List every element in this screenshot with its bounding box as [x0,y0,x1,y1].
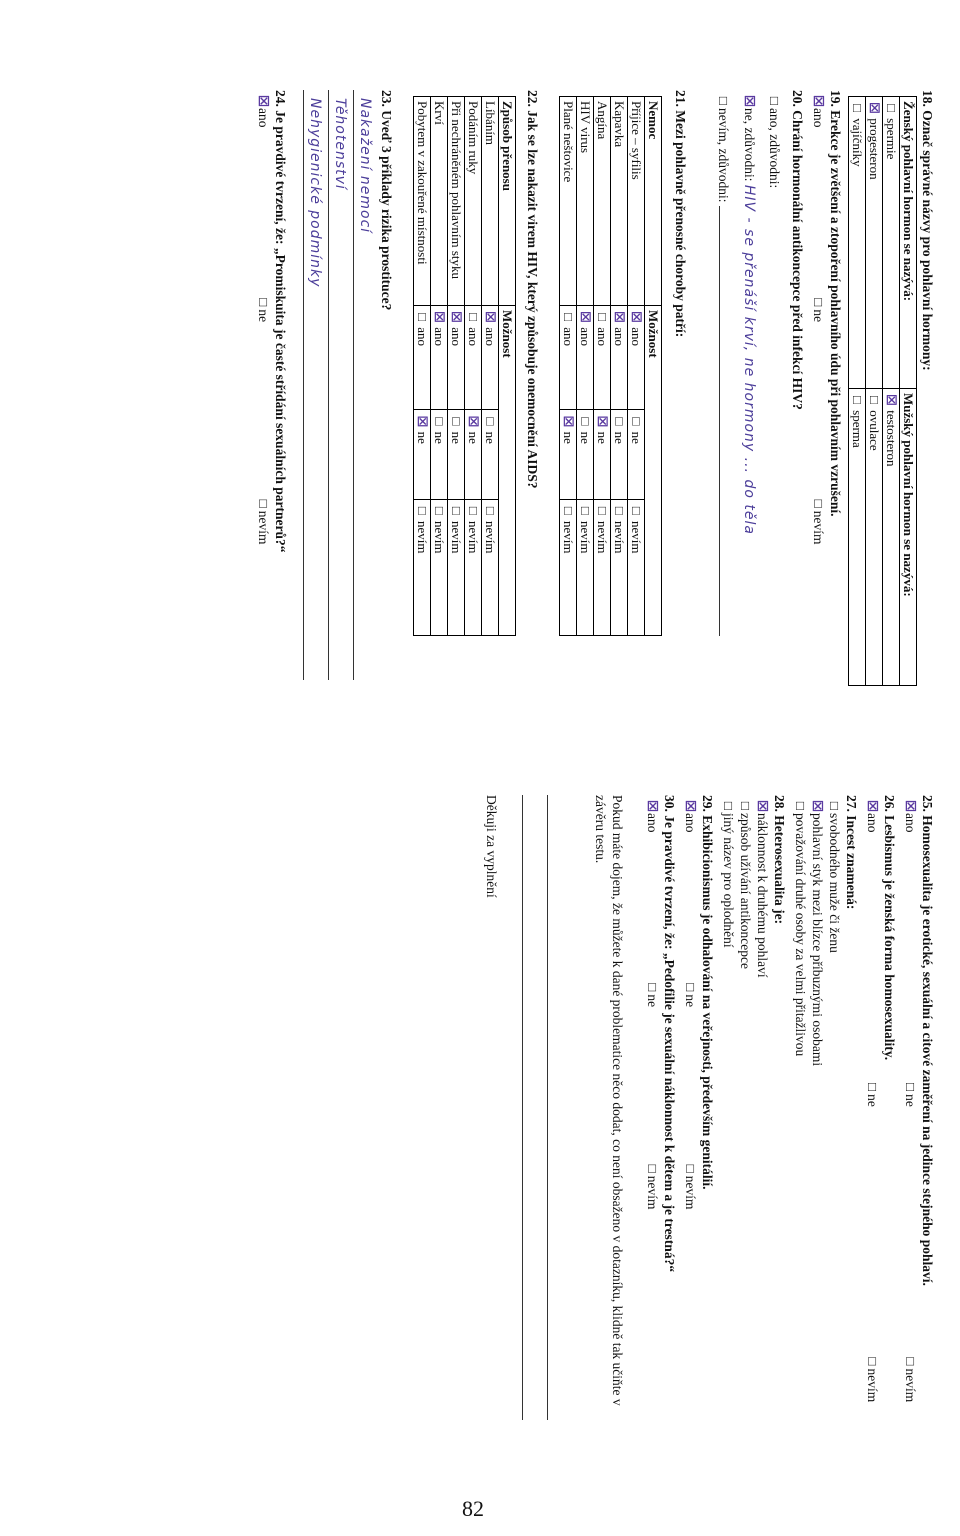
option-label: ano [483,324,498,347]
checkbox[interactable]: □ [645,1164,660,1173]
q18-header-male: Mužský pohlavní hormon se nazývá: [900,388,917,685]
option-label: ne [432,428,447,444]
option-cell [577,499,594,635]
table-row [482,97,499,636]
checkbox[interactable]: □ [561,313,576,321]
q26-title: 26. Lesbismus je ženská forma homosexuality. [882,795,897,1061]
q24-options [255,90,272,690]
checkbox[interactable]: □ [721,801,736,811]
option-label: ano [811,108,826,128]
checkbox[interactable]: □ [561,506,576,515]
table-row [628,97,645,636]
option-label: ne [683,994,698,1008]
option-cell [577,410,594,499]
q20-title: 20. Chrání hormonální antikoncepce před infekcí HIV? [790,90,805,410]
q21-table [559,96,662,636]
q23-answer-line-1[interactable] [353,90,378,680]
checkbox[interactable]: □ [865,1083,880,1092]
q29-options [682,795,699,1430]
option-label: nevím [415,517,430,554]
row-label: Příjice – syfilis [628,97,645,306]
option-label: ano [645,813,660,833]
checkbox-checked[interactable]: ☒ [432,311,447,323]
option-label: ano [466,324,481,347]
comment-line-2[interactable] [522,795,547,1420]
option-label: ne [466,428,481,444]
option-cell [482,306,499,410]
q28-option-2 [737,795,754,1430]
checkbox[interactable]: □ [466,313,481,321]
checkbox[interactable]: □ [884,104,899,112]
rotated-page [0,10,940,1450]
option-label: ne [595,428,610,444]
option-label: nevím, zdůvodni: [716,108,731,203]
table-row [594,97,611,636]
q28-option-1 [754,795,771,1430]
checkbox-checked[interactable]: ☒ [466,415,481,428]
table-row [883,97,900,686]
option-label: svobodného muže či ženu [827,813,842,953]
table-row [448,97,465,636]
checkbox-checked[interactable]: ☒ [449,311,464,323]
checkbox[interactable]: □ [612,417,627,426]
checkbox[interactable]: □ [683,1164,698,1173]
option-label: ano [578,324,593,347]
row-label: Při nechráněném pohlavním styku [448,97,465,306]
checkbox-checked[interactable]: ☒ [561,415,576,428]
option-label: náklonnost k druhému pohlaví [755,813,770,978]
checkbox[interactable]: □ [645,983,660,992]
checkbox[interactable]: □ [415,313,430,321]
checkbox[interactable]: □ [629,506,644,515]
checkbox-checked[interactable]: ☒ [483,311,498,323]
checkbox-checked[interactable]: ☒ [595,415,610,428]
option-label: nevím [645,1175,660,1210]
checkbox-checked[interactable]: ☒ [867,102,882,114]
row-label: Podáním ruky [465,97,482,306]
checkbox[interactable]: □ [850,396,865,404]
table-row [560,97,577,636]
q26-options [864,795,881,1402]
q18-table [848,96,917,686]
q22-title: 22. Jak se lze nakazit virem HIV, který způsobuje onemocnění AIDS? [525,90,540,489]
q23-title: 23. Uveď 3 příklady rizika prostituce? [379,90,394,311]
option-cell [482,410,499,499]
option-label: ano [903,813,918,833]
option-label: ne [483,428,498,444]
checkbox[interactable]: □ [578,506,593,515]
handwritten-answer: Těhotenství [332,98,348,190]
option-cell [611,499,628,635]
option-cell [448,499,465,635]
option-label: vajíčníky [850,118,865,167]
option-cell [465,410,482,499]
option-label: nevím [466,517,481,554]
option-label: ne [561,428,576,444]
option-cell [431,410,448,499]
row-label: Kapavka [611,97,628,306]
q21-header-option: Možnost [645,306,662,636]
checkbox-checked[interactable]: ☒ [683,799,698,813]
option-cell [594,306,611,410]
option-label: nevím [256,510,271,545]
q23-answer-line-3[interactable] [303,90,328,680]
checkbox[interactable]: □ [903,1357,918,1366]
row-label: HIV virus [577,97,594,306]
checkbox-checked[interactable]: ☒ [415,415,430,428]
handwritten-answer: Nehygienické podmínky [307,98,323,288]
option-label: ne [415,428,430,444]
checkbox[interactable]: □ [483,417,498,426]
checkbox[interactable]: □ [850,104,865,112]
q18-header-female: Ženský pohlavní hormon se nazývá: [900,97,917,389]
option-cell [611,410,628,499]
row-label: Líbáním [482,97,499,306]
closing-text: Pokud máte dojem, že můžete k dané problematice něco dodat, co není obsaženo v dotazníku, klidně tak učiňte v závěru testu. [593,795,625,1406]
option-label: ne [629,428,644,444]
q27-option-2 [809,795,826,1430]
table-row [577,97,594,636]
q18-title: 18. Označ správné názvy pro pohlavní hormony: [920,90,935,371]
option-label: nevím [595,517,610,554]
comment-line-1[interactable] [547,795,572,1420]
table-row [866,97,883,686]
table-row [611,97,628,636]
checkbox-checked[interactable]: ☒ [612,311,627,323]
row-label: Plané neštovice [560,97,577,306]
q22-table [413,96,516,636]
table-row [431,97,448,636]
row-label: Krví [431,97,448,306]
option-label: ano [865,813,880,833]
option-cell [465,306,482,410]
handwritten-answer: Nakažení nemocí [357,98,373,234]
option-cell [431,306,448,410]
option-label: nevím [811,510,826,545]
option-cell [414,306,431,410]
option-label: nevím [432,517,447,554]
option-label: nevím [683,1175,698,1210]
q19-options [810,90,827,690]
option-cell [594,499,611,635]
option-label: ano [256,108,271,128]
q20-answer-no [740,90,758,690]
option-label: ne [865,1094,880,1107]
page-number: 82 [462,1496,484,1521]
option-label: pohlavní styk mezi blízce příbuznými osobami [810,813,825,1067]
option-cell [560,410,577,499]
option-cell [577,306,594,410]
option-label: ovulace [867,410,882,451]
checkbox-checked[interactable]: ☒ [903,799,918,813]
checkbox[interactable]: □ [449,417,464,426]
checkbox-checked[interactable]: ☒ [578,311,593,323]
q25-options [902,795,919,1402]
option-cell [448,410,465,499]
checkbox[interactable]: □ [612,506,627,515]
option-cell [414,410,431,499]
handwritten-answer: HIV - se přenáší krví, ne hormony ... do těla [741,184,757,535]
option-label: nevím [629,517,644,554]
row-label: Pobytem v zakouřené místnosti [414,97,431,306]
option-label: ne [612,428,627,444]
option-cell [465,499,482,635]
q20-answer-yes [766,90,783,690]
checkbox[interactable]: □ [865,1357,880,1366]
option-label: testosteron [884,410,899,467]
option-label: nevím [865,1368,880,1403]
option-label: nevím [561,517,576,554]
option-label: ano [432,324,447,347]
option-label: ano [415,324,430,347]
checkbox[interactable]: □ [811,298,826,307]
checkbox-checked[interactable]: ☒ [755,799,770,813]
option-cell [628,410,645,499]
checkbox[interactable]: □ [449,506,464,515]
checkbox[interactable]: □ [683,983,698,992]
right-column [483,795,940,1430]
option-cell [414,499,431,635]
q28-option-3 [720,795,737,1430]
checkbox[interactable]: □ [415,506,430,515]
checkbox[interactable]: □ [827,801,842,811]
checkbox[interactable]: □ [578,417,593,426]
checkbox[interactable]: □ [466,506,481,515]
checkbox[interactable]: □ [256,298,271,307]
option-label: nevím [578,517,593,554]
option-label: ano [561,324,576,347]
table-row [849,97,866,686]
checkbox-checked[interactable]: ☒ [629,311,644,323]
checkbox[interactable]: □ [483,506,498,515]
checkbox[interactable]: □ [595,506,610,515]
checkbox[interactable]: □ [432,506,447,515]
option-label: ne [256,309,271,323]
option-label: sperma [850,410,865,448]
option-label: jiný název pro oplodnění [721,813,736,948]
answer-line[interactable] [719,206,720,636]
q25-title: 25. Homosexualita je erotické, sexuální a citové zaměření na jedince stejného pohlaví. [920,795,935,1286]
checkbox-checked[interactable]: ☒ [865,799,880,813]
row-label: Angína [594,97,611,306]
option-label: nevím [903,1368,918,1403]
option-label: ano [449,324,464,347]
q24-title: 24. Je pravdivé tvrzení, že: „Promiskuita je časté střídání sexuálních partnerů?“ [273,90,288,553]
checkbox[interactable]: □ [256,499,271,508]
checkbox-checked[interactable]: ☒ [811,94,826,108]
option-label: ne [578,428,593,444]
q20-answer-dontknow [715,90,732,690]
checkbox[interactable]: □ [629,417,644,426]
option-cell [560,499,577,635]
q27-option-3 [792,795,809,1430]
q28-title: 28. Heterosexualita je: [772,795,787,925]
q19-title: 19. Erekce je zvětšení a ztopoření pohlavního údu při pohlavním vzrušení. [828,90,843,517]
option-label: progesteron [867,118,882,180]
table-row [465,97,482,636]
checkbox-checked[interactable]: ☒ [742,94,757,108]
q23-answer-line-2[interactable] [328,90,353,680]
checkbox[interactable]: □ [793,801,808,811]
q29-title: 29. Exhibicionismus je odhalování na veřejnosti, především genitálií. [700,795,715,1190]
checkbox[interactable]: □ [867,396,882,404]
checkbox[interactable]: □ [738,801,753,811]
checkbox[interactable]: □ [595,313,610,321]
option-label: považování druhé osoby za velmi přitažlivou [793,813,808,1057]
checkbox-checked[interactable]: ☒ [884,394,899,406]
q27-option-1 [826,795,843,1430]
checkbox[interactable]: □ [767,96,782,106]
checkbox[interactable]: □ [811,499,826,508]
option-label: ne [449,428,464,444]
option-label: ne [645,994,660,1008]
option-label: ne [903,1094,918,1107]
option-cell [611,306,628,410]
q22-header-option: Možnost [499,306,516,636]
checkbox[interactable]: □ [716,96,731,106]
checkbox-checked[interactable]: ☒ [256,94,271,108]
option-cell [482,499,499,635]
option-label: ne, zdůvodni: [742,108,757,182]
table-row [414,97,431,636]
option-label: ano [683,813,698,833]
option-label: ano [629,324,644,347]
left-column [255,90,940,690]
option-cell [594,410,611,499]
option-label: nevím [483,517,498,554]
option-cell [560,306,577,410]
q30-options [644,795,661,1430]
option-cell [448,306,465,410]
option-cell [628,306,645,410]
checkbox[interactable]: □ [903,1083,918,1092]
checkbox-checked[interactable]: ☒ [810,799,825,813]
option-cell [431,499,448,635]
checkbox-checked[interactable]: ☒ [645,799,660,813]
option-label: ano [612,324,627,347]
q30-title: 30. Je pravdivé tvrzení, že: „Pedofilie je sexuální náklonnost k dětem a je trestná?“ [662,795,677,1273]
q27-title: 27. Incest znamená: [844,795,859,910]
thanks-text: Děkuji za vyplnění [484,795,499,898]
q21-title: 21. Mezi pohlavně přenosné choroby patří: [673,90,688,338]
option-label: nevím [449,517,464,554]
option-label: způsob užívání antikoncepce [738,813,753,969]
q22-header-method: Způsob přenosu [499,97,516,306]
option-label: spermie [884,118,899,160]
option-label: ano, zdůvodni: [767,108,782,189]
option-label: ne [811,309,826,323]
option-cell [628,499,645,635]
option-label: nevím [612,517,627,554]
checkbox[interactable]: □ [432,417,447,426]
option-label: ano [595,324,610,347]
q21-header-disease: Nemoc [645,97,662,306]
